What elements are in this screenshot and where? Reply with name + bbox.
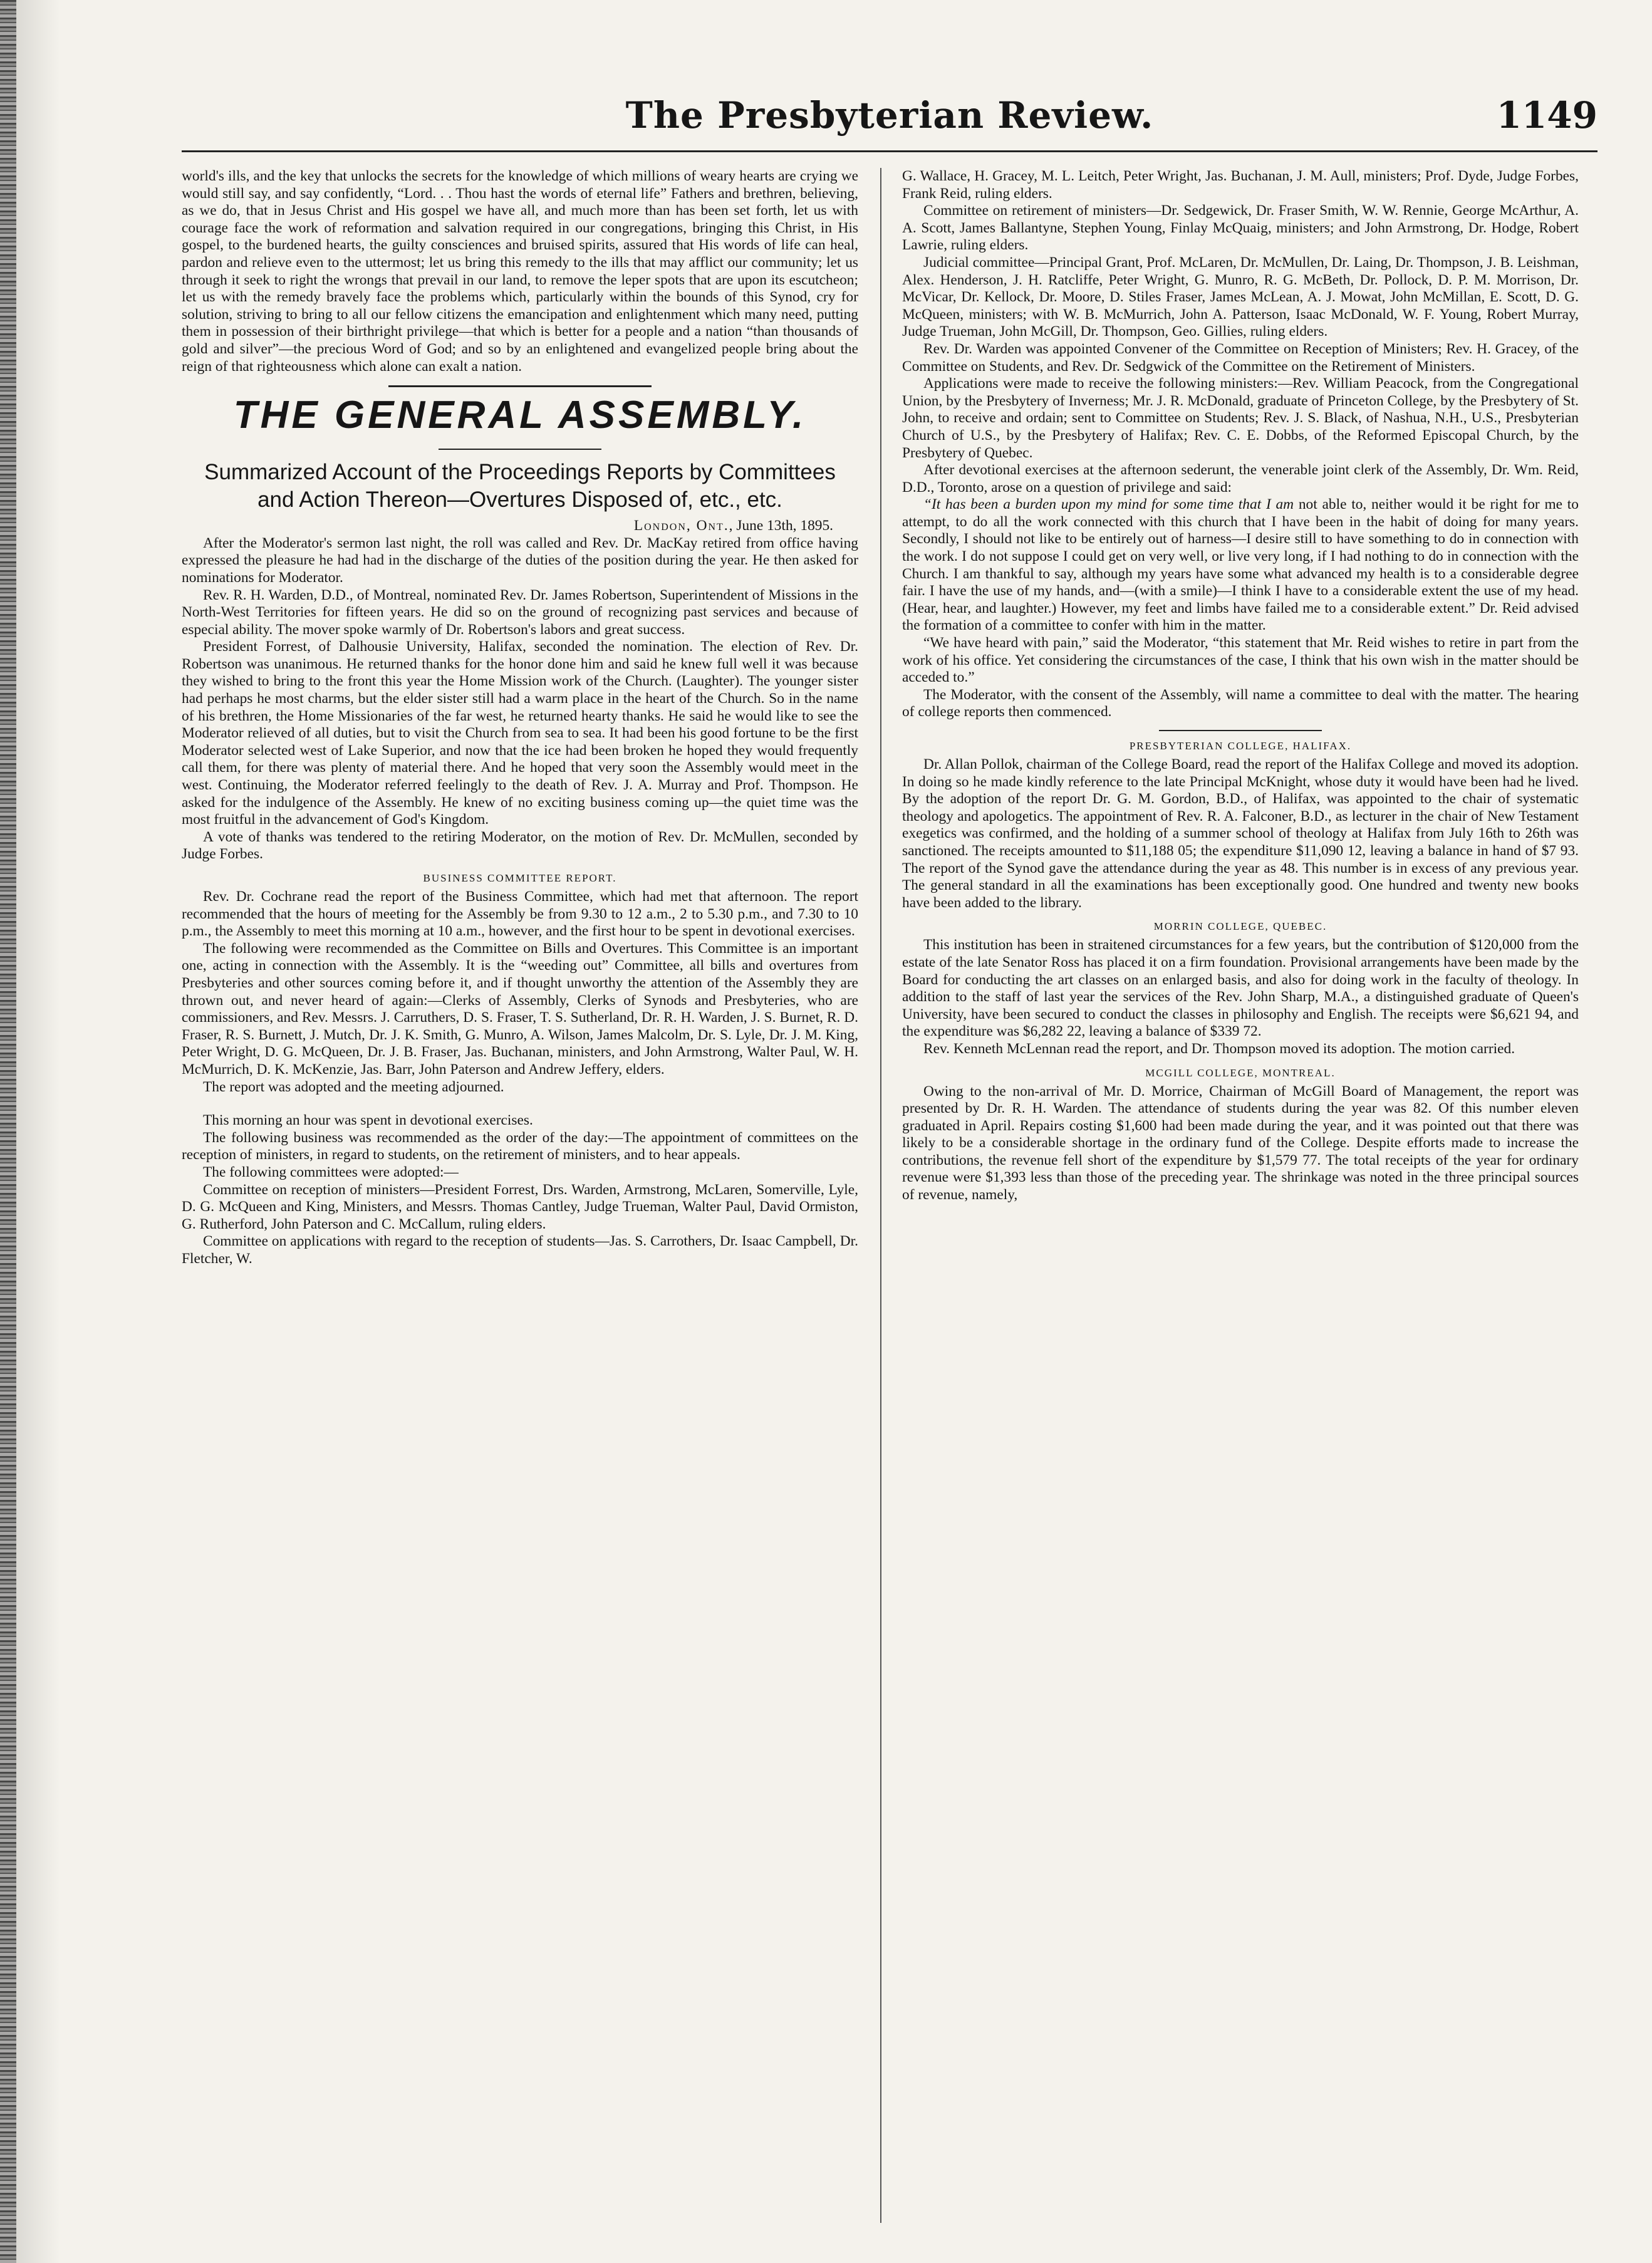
paragraph: G. Wallace, H. Gracey, M. L. Leitch, Peter Wright, Jas. Buchanan, J. M. Aull, ministers; Prof. Dyde, Judge Forbes, Frank Reid, ruling elders. xyxy=(902,168,1579,202)
paragraph: Committee on reception of ministers—President Forrest, Drs. Warden, Armstrong, McLaren, Somerville, Lyle, D. G. McQueen and King, Ministers, and Messrs. Thomas Cantley, Judge Trueman, Walter Paul, David Ormiston, G. Rutherford, John Paterson and C. McCallum, ruling elders. xyxy=(182,1181,858,1232)
paragraph: Dr. Allan Pollok, chairman of the College Board, read the report of the Halifax College and moved its adoption. In doing so he made kindly reference to the late Principal McKnight, whose duty it would have been had he lived. By the adoption of the report Dr. G. M. Gordon, B.D., of Halifax, was appointed to the chair of systematic theology and apologetics. The appointment of Rev. R. A. Falconer, B.D., as lecturer in the chair of New Testament exegetics was confirmed, and the holding of a summer school of theology at Halifax from July 16th to 26th was sanctioned. The receipts amounted to $11,188 05; the expenditure $11,090 12, leaving a balance in hand of $7 93. The report of the Synod gave the attendance during the year as 48. This number is in excess of any previous year. The general standard in all the examinations has been exceptionally good. One hundred and twenty new books have been added to the library. xyxy=(902,756,1579,911)
left-column xyxy=(182,168,858,2229)
section-heading-business: BUSINESS COMMITTEE REPORT. xyxy=(423,872,617,884)
dateline-date: , June 13th, 1895. xyxy=(729,518,833,534)
headline-rule xyxy=(439,449,601,450)
scan-shadow xyxy=(16,0,60,2263)
section-heading-halifax: PRESBYTERIAN COLLEGE, HALIFAX. xyxy=(1129,740,1352,752)
paragraph: The following committees were adopted:— xyxy=(203,1163,459,1180)
paragraph: Applications were made to receive the following ministers:—Rev. William Peacock, from the Congregational Union, by the Presbytery of Inverness; Mr. J. R. McDonald, graduate of Princeton College, by the Presbytery of St. John, to receive and ordain; sent to Committee on Students; Rev. J. S. Black, of Nashua, N.H., U.S., Presbyterian Church of U.S., by the Presbytery of Halifax; Rev. C. E. Dobbs, of the Reformed Episcopal Church, by the Presbytery of Quebec. xyxy=(902,375,1579,461)
section-rule xyxy=(388,385,652,387)
column-divider xyxy=(880,168,881,2223)
quotation-paragraph xyxy=(902,496,1579,635)
quote-italic-opening: “It has been a burden upon my mind for some time that I am xyxy=(923,496,1294,513)
paragraph: Rev. Dr. Warden was appointed Convener of the Committee on Reception of Ministers; Rev. H. Gracey, of the Committee on Students, and Rev. Dr. Sedgwick of the Committee on the Retirement of Ministers. xyxy=(902,340,1579,375)
paragraph: The Moderator, with the consent of the Assembly, will name a committee to deal with the matter. The hearing of college reports then commenced. xyxy=(902,686,1579,721)
paragraph: The following business was recommended as the order of the day:—The appointment of committees on the reception of ministers, in regard to students, on the retirement of ministers, and to hear appeals. xyxy=(182,1129,858,1163)
intro-paragraph: world's ills, and the key that unlocks the secrets for the knowledge of which millions of weary hearts are crying we would still say, and say confidently, “Lord. . . Thou hast the words of eternal life” Fathers and brethren, believing, as we do, that in Jesus Christ and His gospel we have all, and much more than has been set forth, let us with courage face the work of reformation and salvation required in our congregations, bringing this Christ, in His gospel, to the burdened hearts, the guilty consciences and bruised spirits, assured that His words of life can heal, pardon and relieve even to the uttermost; let us bring this remedy to the ills that may afflict our community; let us through it seek to right the wrongs that prevail in our land, to remove the leper spots that are upon its escutcheon; let us with the remedy bravely face the problems which, particularly within the bounds of this Synod, cry for solution, striving to bring to all our fellow citizens the emancipation and enlightenment which many need, putting them in possession of their birthright privilege—that which is better for a people and a nation “than thousands of gold and silver”—the precious Word of God; and so by an enlightened and evangelized people bring about the reign of that righteousness which alone can exalt a nation. xyxy=(182,168,858,375)
page-number: 1149 xyxy=(1496,94,1597,137)
paragraph: The following were recommended as the Committee on Bills and Overtures. This Committee is an important one, acting in connection with the Assembly. It is the “weeding out” Committee, all bills and overtures from Presbyteries and other sources coming before it, and if thought unworthy the attention of the Assembly they are thrown out, and never heard of again:—Clerks of Assembly, Clerks of Synods and Presbyteries, who are commissioners, and Rev. Messrs. J. Carruthers, D. S. Fraser, T. S. Sutherland, Dr. R. H. Warden, J. S. Burnet, R. D. Fraser, R. S. Burnett, J. Mutch, Dr. J. K. Smith, G. Munro, A. Wilson, James Malcolm, Dr. S. Lyle, Dr. J. M. King, Peter Wright, D. G. McQueen, Dr. J. B. Fraser, Jas. Buchanan, ministers, and John Armstrong, Walter Paul, W. H. McMurrich, D. K. McKenzie, Jas. Barr, John Paterson and Andrew Jeffery, elders. xyxy=(182,940,858,1078)
journal-title: The Presbyterian Review. xyxy=(625,94,1154,137)
paragraph: This institution has been in straitened circumstances for a few years, but the contribution of $120,000 from the estate of the late Senator Ross has placed it on a firm foundation. Provisional arrangements have been made by the Board for conducting the art classes on an enlarged basis, and also for doing work in the faculty of theology. In addition to the staff of last year the services of the Rev. John Sharp, M.A., a distinguished graduate of Queen's University, have been secured to conduct the classes in philosophy and English. The receipts were $6,621 94, and the expenditure was $6,282 22, leaving a balance of $339 72. xyxy=(902,937,1579,1040)
running-head xyxy=(182,94,1597,152)
section-rule xyxy=(1159,730,1322,731)
paragraph: The report was adopted and the meeting adjourned. xyxy=(203,1078,504,1095)
spacer xyxy=(182,1096,858,1112)
paragraph: This morning an hour was spent in devotional exercises. xyxy=(203,1112,533,1129)
paragraph: “We have heard with pain,” said the Moderator, “this statement that Mr. Reid wishes to retire in part from the work of his office. Yet considering the circumstances of the case, I think that his own wish in the matter should be acceded to.” xyxy=(902,635,1579,686)
paragraph: Committee on applications with regard to the reception of students—Jas. S. Carrothers, Dr. Isaac Campbell, Dr. Fletcher, W. xyxy=(182,1233,858,1267)
paragraph: After the Moderator's sermon last night, the roll was called and Rev. Dr. MacKay retired from office having expressed the pleasure he had had in the discharge of the duties of the position during the year. He then asked for nominations for Moderator. xyxy=(182,534,858,586)
quote-continuation: not able to, neither would it be right for me to attempt, to do all the work connected with this church that I have been in the habit of doing for many years. Secondly, I should not like to be entirely out of harness—I desire still to have something to do in connection with the work. I do not suppose I could get on very well, or live very long, if I had nothing to do in connection with the Church. I am thankful to say, although my years have some what advanced my health is to a considerable degree fair. I have the use of my hands, and—(with a smile)—I think I have to a considerable extent the use of my head. (Hear, hear, and laughter.) However, my feet and limbs have failed me to a considerable extent.” Dr. Reid advised the formation of a committee to confer with him in the matter. xyxy=(902,496,1579,634)
scan-binding-edge xyxy=(0,0,16,2263)
section-heading-mcgill: MCGILL COLLEGE, MONTREAL. xyxy=(1145,1066,1336,1079)
article-subheadline: Summarized Account of the Proceedings Reports by Committees and Action Thereon—Overtures Disposed of, etc., etc. xyxy=(204,460,836,512)
paragraph: Committee on retirement of ministers—Dr. Sedgewick, Dr. Fraser Smith, W. W. Rennie, George McArthur, A. A. Scott, James Ballantyne, Stephen Young, Finlay McQuaig, ministers; and John Armstrong, Dr. Hodge, Robert Lawrie, ruling elders. xyxy=(902,202,1579,254)
dateline xyxy=(182,518,833,535)
dateline-place: London, Ont. xyxy=(633,518,729,534)
paragraph: Judicial committee—Principal Grant, Prof. McLaren, Dr. McMullen, Dr. Laing, Dr. Thompson, J. B. Leishman, Alex. Henderson, J. H. Ratcliffe, Peter Wright, G. Munro, R. G. McBeth, Dr. Pollock, D. P. M. Morrison, Dr. McVicar, Dr. Kellock, Dr. Moore, D. Stiles Fraser, James McLean, A. J. Mowat, John McMillan, E. Scott, D. G. McQueen, ministers; with W. B. McMurrich, John A. Patterson, Isaac McDonald, W. F. Young, Robert Murray, Judge Trueman, John McGill, Dr. Thompson, Geo. Gillies, ruling elders. xyxy=(902,254,1579,340)
paragraph: Rev. R. H. Warden, D.D., of Montreal, nominated Rev. Dr. James Robertson, Superintendent of Missions in the North-West Territories for fifteen years. He did so on the ground of recognizing past services and because of especial ability. The mover spoke warmly of Dr. Robertson's labors and great success. xyxy=(182,586,858,638)
paragraph: Owing to the non-arrival of Mr. D. Morrice, Chairman of McGill Board of Management, the report was presented by Dr. R. H. Warden. The attendance of students during the year was 82. Of this number eleven graduated in April. Repairs costing $1,600 had been made during the year, and it was pointed out that there was likely to be a considerable shortage in the ordinary fund of the College. Despite efforts made to increase the contributions, the revenue fell short of the expenditure by $1,579 77. The total receipts of the year for ordinary revenue were $1,393 less than those of the preceding year. The shrinkage was noted in the three principal sources of revenue, namely, xyxy=(902,1083,1579,1204)
section-heading-morrin: MORRIN COLLEGE, QUEBEC. xyxy=(1153,920,1327,933)
article-headline: THE GENERAL ASSEMBLY. xyxy=(233,393,807,437)
newspaper-page xyxy=(182,94,1597,2237)
paragraph: President Forrest, of Dalhousie University, Halifax, seconded the nomination. The election of Rev. Dr. Robertson was unanimous. He returned thanks for the honor done him and said he knew full well it was because they wished to bring to the front this year the Home Mission work of the Church. (Laughter). The younger sister had perhaps he most charms, but the elder sister still had a warm place in the heart of the Church. So in the name of his brethren, the Home Missionaries of the far west, he returned hearty thanks. He said he would like to see the Moderator relieved of all duties, but to visit the Church from sea to sea. It had been his good fortune to be the first Moderator selected west of Lake Superior, and now that the ice had been broken he hoped they would frequently call them, for there was plenty of material there. And he hoped that very soon the Assembly would meet in the west. Continuing, the Moderator referred feelingly to the death of Rev. J. A. Murray and Prof. Thompson. He asked for the indulgence of the Assembly. He knew of no exciting business coming up—the quiet time was the most fruitful in the advancement of God's Kingdom. xyxy=(182,638,858,828)
paragraph: After devotional exercises at the afternoon sederunt, the venerable joint clerk of the Assembly, Dr. Wm. Reid, D.D., Toronto, arose on a question of privilege and said: xyxy=(902,462,1579,496)
paragraph: Rev. Dr. Cochrane read the report of the Business Committee, which had met that afternoon. The report recommended that the hours of meeting for the Assembly be from 9.30 to 12 a.m., 2 to 5.30 p.m., and 7.30 to 10 p.m., the Assembly to meet this morning at 10 a.m., however, and the first hour to be spent in devotional exercises. xyxy=(182,888,858,940)
paragraph: A vote of thanks was tendered to the retiring Moderator, on the motion of Rev. Dr. McMullen, seconded by Judge Forbes. xyxy=(182,828,858,863)
paragraph: Rev. Kenneth McLennan read the report, and Dr. Thompson moved its adoption. The motion carried. xyxy=(923,1040,1515,1057)
right-column xyxy=(902,168,1579,2229)
